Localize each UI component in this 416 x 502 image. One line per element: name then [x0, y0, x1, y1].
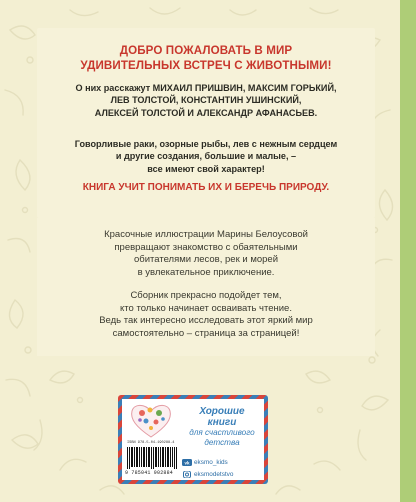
social-handle-1-text: eksmo_kids: [194, 459, 228, 466]
social-handle-2-text: eksmodetstvo: [194, 471, 234, 478]
collection-line-3: Ведь так интересно исследовать этот яркий мир: [99, 315, 313, 326]
illustrations-paragraph: [52, 229, 360, 279]
heart-flower-icon: [128, 401, 174, 439]
headline-line-2: УДИВИТЕЛЬНЫХ ВСТРЕЧ С ЖИВОТНЫМИ!: [80, 59, 332, 72]
authors-paragraph: [52, 82, 360, 119]
characters-paragraph: [52, 138, 360, 175]
authors-line-1: О них расскажут МИХАИЛ ПРИШВИН, МАКСИМ ГОРЬКИЙ,: [75, 83, 337, 93]
headline: [52, 43, 360, 73]
tagline: КНИГА УЧИТ ПОНИМАТЬ ИХ И БЕРЕЧЬ ПРИРОДУ.: [82, 182, 330, 193]
isbn-label: ISBN 978-5-04-190288-4: [127, 441, 175, 445]
slogan-bold: Хорошие книги: [199, 406, 245, 428]
characters-line-1: Говорливые раки, озорные рыбы, лев с нежным сердцем: [74, 139, 338, 149]
vk-icon: [182, 459, 192, 466]
barcode-number: 9 785041 902884: [125, 470, 174, 476]
instagram-icon: [182, 471, 192, 478]
spine-strip: [400, 0, 416, 502]
social-handle-2: [182, 471, 262, 478]
collection-line-1: Сборник прекрасно подойдет тем,: [130, 290, 282, 301]
barcode: [127, 447, 177, 469]
characters-line-2: и другие создания, большие и малые, –: [115, 151, 297, 162]
illustrations-line-4: в увлекательное приключение.: [137, 266, 275, 278]
svg-text:vk: vk: [184, 460, 190, 466]
headline-line-1: ДОБРО ПОЖАЛОВАТЬ В МИР: [119, 44, 293, 57]
illustrations-line-3: обитателями лесов, рек и морей: [133, 254, 279, 265]
social-handle-1: [182, 459, 262, 466]
slogan: [184, 406, 260, 448]
barcode-ticket: [118, 395, 268, 484]
illustrations-line-1: Красочные иллюстрации Марины Белоусовой: [104, 229, 308, 240]
characters-line-3: все имеют свой характер!: [147, 163, 265, 174]
illustrations-line-2: превращают знакомство с обаятельными: [114, 241, 298, 253]
collection-paragraph: [52, 290, 360, 340]
collection-line-4: самостоятельно – страница за страницей!: [112, 327, 300, 339]
slogan-rest: для счастливого детства: [189, 428, 255, 447]
authors-line-3: АЛЕКСЕЙ ТОЛСТОЙ И АЛЕКСАНДР АФАНАСЬЕВ.: [94, 107, 318, 118]
authors-line-2: ЛЕВ ТОЛСТОЙ, КОНСТАНТИН УШИНСКИЙ,: [110, 95, 302, 106]
collection-line-2: кто только начинает осваивать чтение.: [120, 302, 292, 314]
